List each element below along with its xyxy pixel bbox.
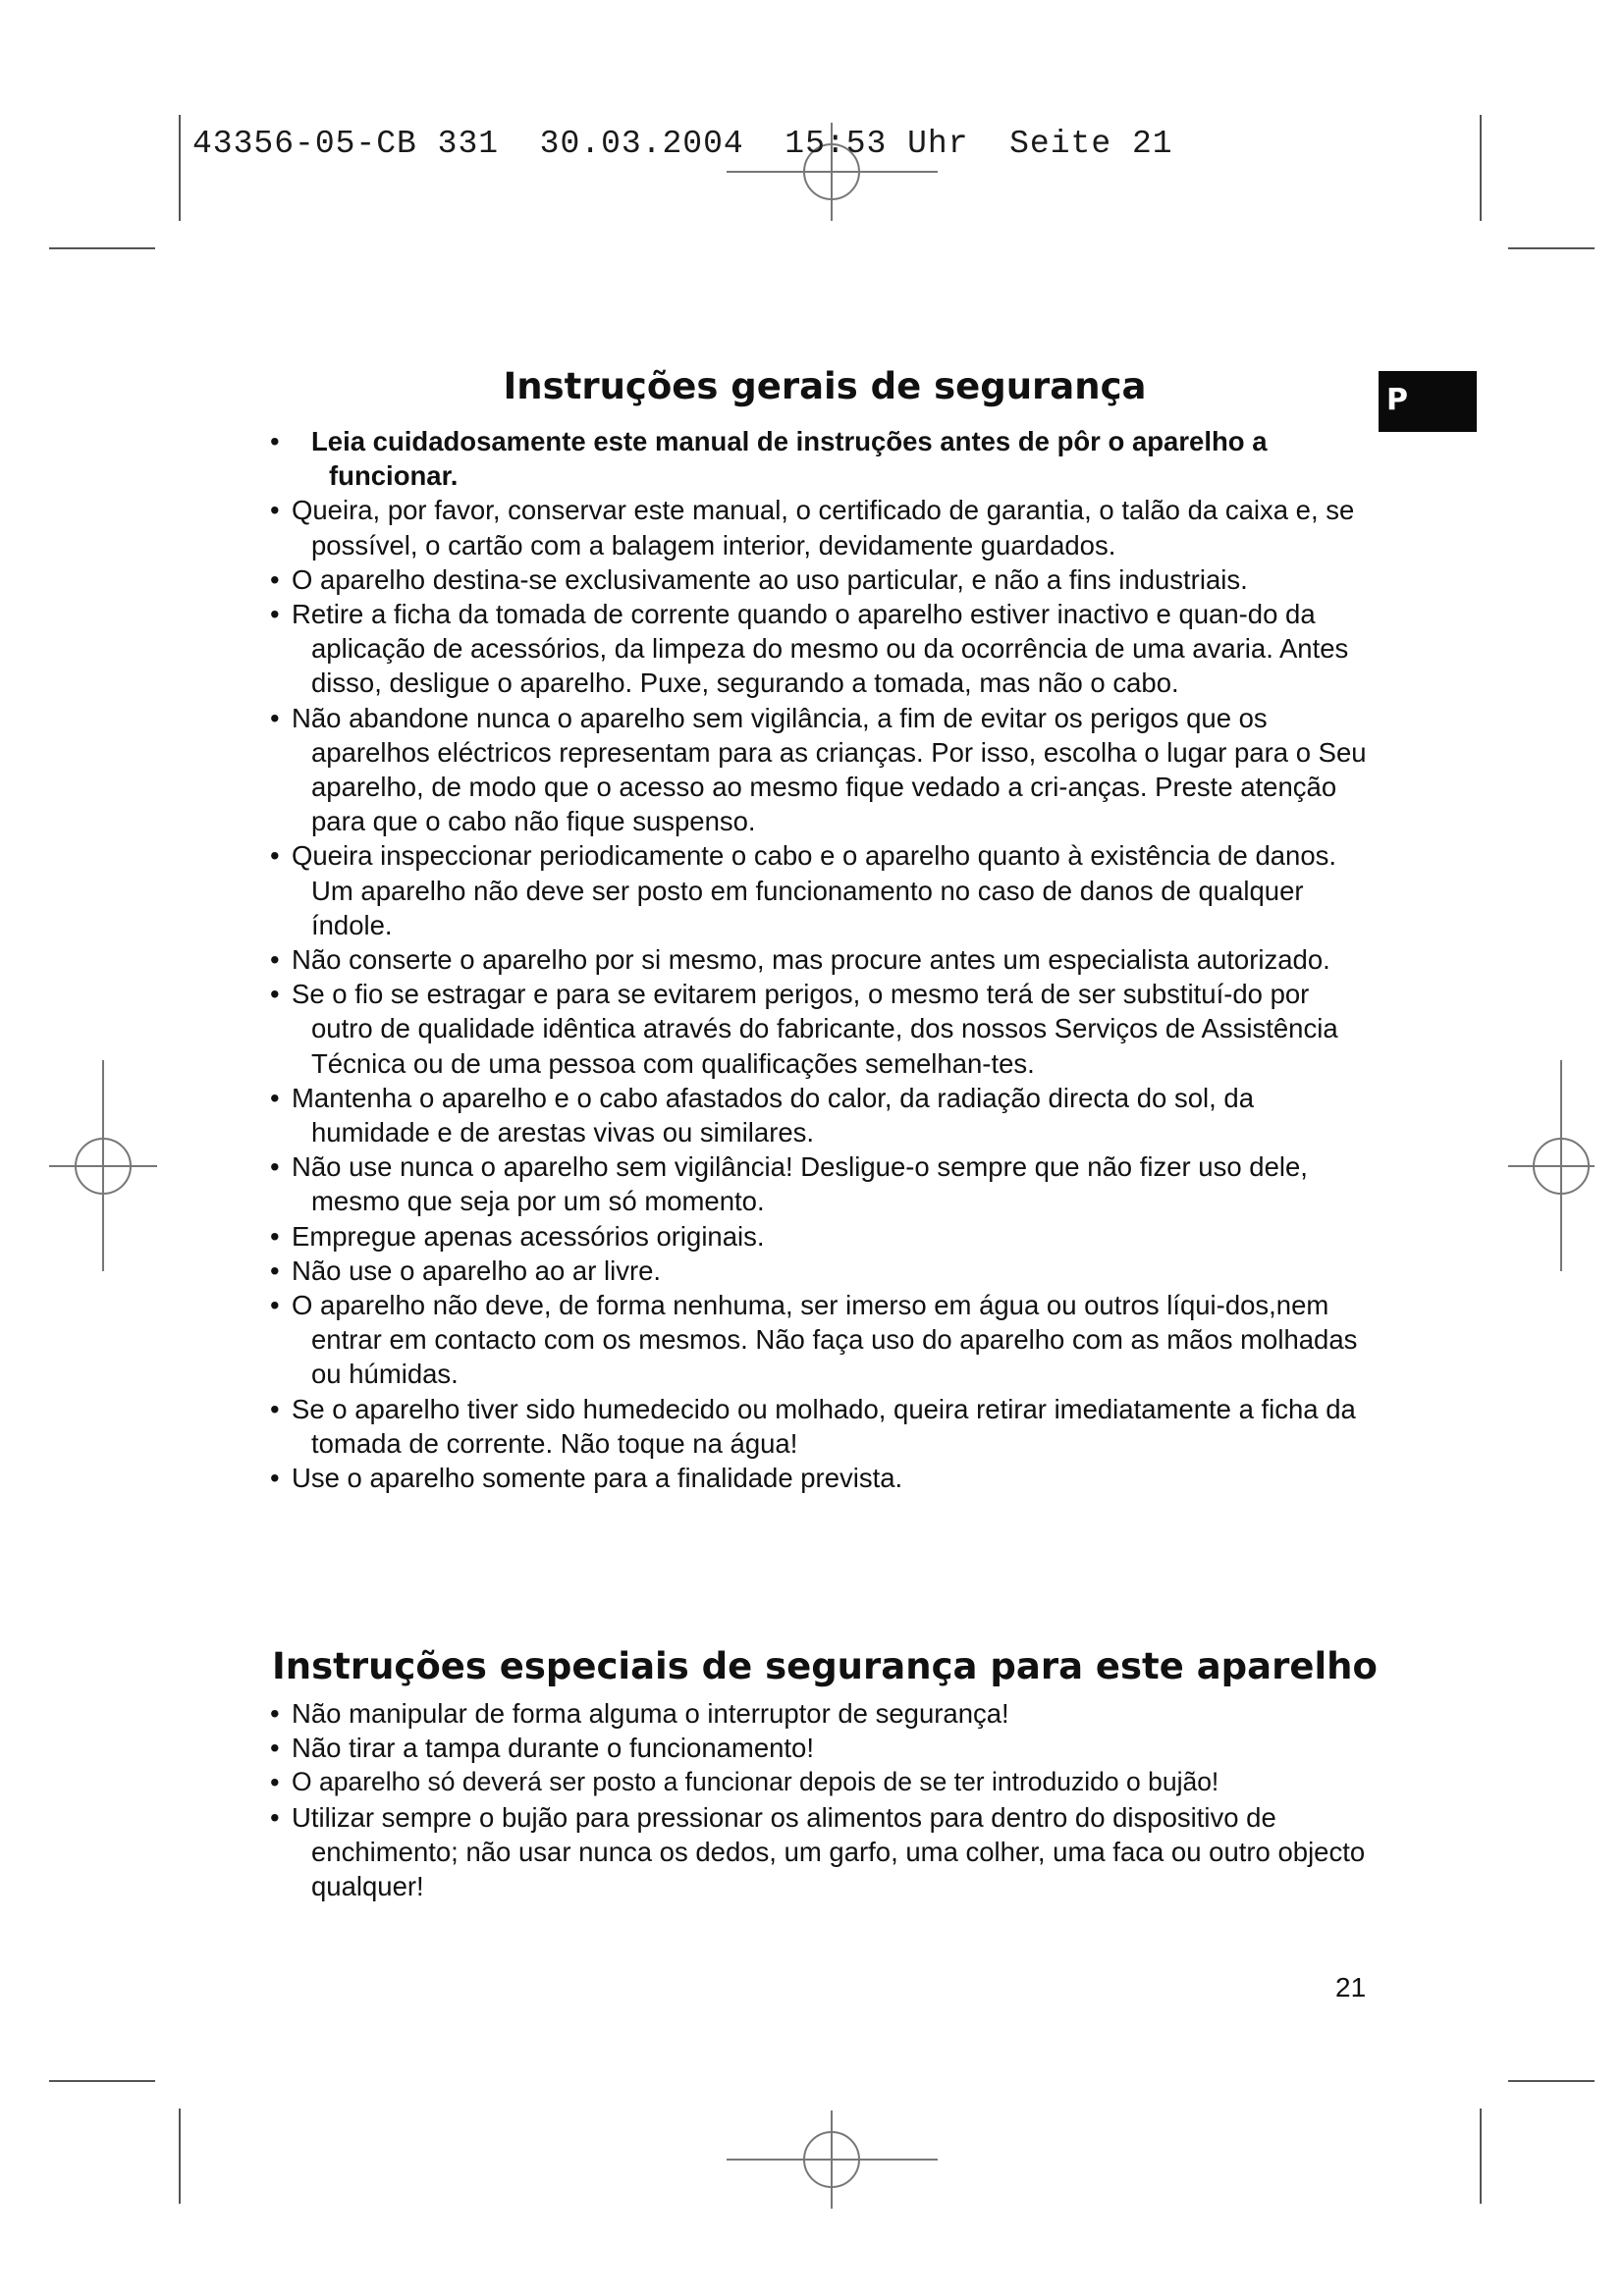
special-safety-list — [270, 1696, 1378, 1903]
list-item: • Se o fio se estragar e para se evitarem perigos, o mesmo terá de ser substituí-do por outro de qualidade idêntica através do fabricante, dos nossos Serviços de Assistência Técnica ou de uma pessoa com qualificações semelhan-tes. — [270, 979, 1338, 1079]
page-number: 21 — [1335, 1972, 1367, 2002]
section-title-general-safety: Instruções gerais de segurança — [503, 365, 1147, 407]
list-item: • Mantenha o aparelho e o cabo afastados do calor, da radiação directa do sol, da humidade e de arestas vivas ou similares. — [270, 1082, 1254, 1148]
language-tab: P — [1379, 371, 1477, 432]
registration-mark-bottom — [727, 2110, 938, 2209]
list-item: • Retire a ficha da tomada de corrente quando o aparelho estiver inactivo e quan-do da aplicação de acessórios, da limpeza do mesmo ou da ocorrência de uma avaria. Antes disso, desligue o aparelho. Puxe, segurando a tomada, mas não o cabo. — [270, 599, 1349, 699]
list-item: • Não use nunca o aparelho sem vigilância! Desligue-o sempre que não fizer uso dele, mesmo que seja por um só momento. — [270, 1151, 1308, 1217]
list-item: • Não use o aparelho ao ar livre. — [270, 1255, 662, 1286]
general-safety-list — [270, 424, 1378, 1495]
list-item: • Não conserte o aparelho por si mesmo, mas procure antes um especialista autorizado. — [270, 944, 1330, 976]
section-title-special-safety: Instruções especiais de segurança para este aparelho — [272, 1645, 1378, 1687]
registration-mark-right — [1508, 1060, 1595, 1271]
list-item: • Não tirar a tampa durante o funcionamento! — [270, 1733, 814, 1764]
list-item: • Empregue apenas acessórios originais. — [270, 1220, 765, 1252]
registration-mark-left — [49, 1060, 157, 1271]
list-item: • Queira, por favor, conservar este manual, o certificado de garantia, o talão da caixa e, se possível, o cartão com a balagem interior, devidamente guardados. — [270, 495, 1355, 561]
list-item: • O aparelho só deverá ser posto a funcionar depois de se ter introduzido o bujão! — [270, 1767, 1219, 1798]
list-item: • O aparelho não deve, de forma nenhuma, ser imerso em água ou outros líqui-dos,nem entrar em contacto com os mesmos. Não faça uso do aparelho com as mãos molhadas ou húmidas. — [270, 1290, 1358, 1390]
list-item: • Queira inspeccionar periodicamente o cabo e o aparelho quanto à existência de danos. Um aparelho não deve ser posto em funcionamento no caso de danos de qualquer índole. — [270, 840, 1337, 940]
list-item: • Utilizar sempre o bujão para pressionar os alimentos para dentro do dispositivo de enchimento; não usar nunca os dedos, um garfo, uma colher, uma faca ou outro objecto qualquer! — [270, 1801, 1366, 1902]
list-item: • Se o aparelho tiver sido humedecido ou molhado, queira retirar imediatamente a ficha da tomada de corrente. Não toque na água! — [270, 1393, 1356, 1459]
list-item: • Não abandone nunca o aparelho sem vigilância, a fim de evitar os perigos que os aparelhos eléctricos representam para as crianças. Por isso, escolha o lugar para o Seu aparelho, de modo que o acesso ao mesmo fique vedado a cri-anças. Preste atenção para que o cabo não fique suspenso. — [270, 702, 1367, 837]
list-item: • Leia cuidadosamente este manual de instruções antes de pôr o aparelho a funcionar. — [270, 426, 1268, 492]
list-item: • Não manipular de forma alguma o interruptor de segurança! — [270, 1698, 1009, 1729]
list-item: • O aparelho destina-se exclusivamente ao uso particular, e não a fins industriais. — [270, 563, 1248, 595]
list-item: • Use o aparelho somente para a finalidade prevista. — [270, 1463, 903, 1494]
print-slug: 43356-05-CB 331 30.03.2004 15:53 Uhr Seite 21 — [192, 126, 1173, 162]
